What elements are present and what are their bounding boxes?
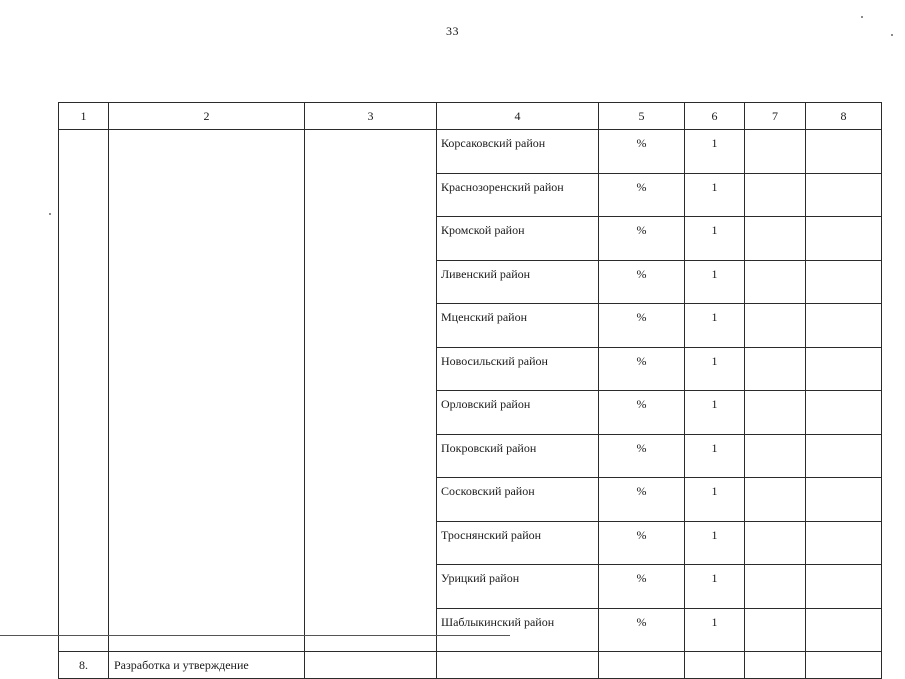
empty-cell-col-7 xyxy=(745,565,806,609)
empty-cell-col-7 xyxy=(745,217,806,261)
merged-cell-col-2 xyxy=(109,130,305,652)
header-cell-1: 1 xyxy=(59,103,109,130)
empty-cell-col-7 xyxy=(745,130,806,174)
empty-cell-col-8 xyxy=(806,173,882,217)
empty-cell-col-5 xyxy=(599,652,685,679)
unit-cell: % xyxy=(599,565,685,609)
value-cell: 1 xyxy=(685,391,745,435)
empty-cell-col-7 xyxy=(745,173,806,217)
header-row xyxy=(59,103,882,130)
empty-cell-col-8 xyxy=(806,130,882,174)
header-cell-8: 8 xyxy=(806,103,882,130)
empty-cell-col-8 xyxy=(806,260,882,304)
empty-cell-col-8 xyxy=(806,478,882,522)
empty-cell-col-4 xyxy=(437,652,599,679)
empty-cell-col-7 xyxy=(745,304,806,348)
empty-cell-col-7 xyxy=(745,521,806,565)
value-cell: 1 xyxy=(685,521,745,565)
empty-cell-col-7 xyxy=(745,608,806,652)
unit-cell: % xyxy=(599,391,685,435)
item-number: 8. xyxy=(59,652,109,679)
empty-cell-col-8 xyxy=(806,565,882,609)
district-name: Шаблыкинский район xyxy=(437,608,599,652)
empty-cell-col-7 xyxy=(745,652,806,679)
header-cell-4: 4 xyxy=(437,103,599,130)
empty-cell-col-7 xyxy=(745,347,806,391)
unit-cell: % xyxy=(599,173,685,217)
empty-cell-col-8 xyxy=(806,347,882,391)
scan-speck xyxy=(49,213,51,215)
merged-cell-col-1 xyxy=(59,130,109,652)
empty-cell-col-7 xyxy=(745,434,806,478)
unit-cell: % xyxy=(599,347,685,391)
table-row xyxy=(59,130,882,174)
empty-cell-col-8 xyxy=(806,434,882,478)
value-cell: 1 xyxy=(685,478,745,522)
district-name: Орловский район xyxy=(437,391,599,435)
empty-cell-col-7 xyxy=(745,260,806,304)
header-cell-7: 7 xyxy=(745,103,806,130)
indicator-table xyxy=(58,102,882,679)
empty-cell-col-7 xyxy=(745,478,806,522)
value-cell: 1 xyxy=(685,565,745,609)
empty-cell-col-3 xyxy=(305,652,437,679)
unit-cell: % xyxy=(599,130,685,174)
merged-cell-col-3 xyxy=(305,130,437,652)
value-cell: 1 xyxy=(685,608,745,652)
unit-cell: % xyxy=(599,217,685,261)
unit-cell: % xyxy=(599,434,685,478)
value-cell: 1 xyxy=(685,217,745,261)
district-name: Новосильский район xyxy=(437,347,599,391)
district-name: Ливенский район xyxy=(437,260,599,304)
header-cell-6: 6 xyxy=(685,103,745,130)
unit-cell: % xyxy=(599,608,685,652)
district-name: Корсаковский район xyxy=(437,130,599,174)
district-name: Краснозоренский район xyxy=(437,173,599,217)
value-cell: 1 xyxy=(685,260,745,304)
value-cell: 1 xyxy=(685,434,745,478)
empty-cell-col-7 xyxy=(745,391,806,435)
empty-cell-col-8 xyxy=(806,391,882,435)
item-name: Разработка и утверждение xyxy=(109,652,305,679)
footer-divider xyxy=(0,635,510,636)
empty-cell-col-8 xyxy=(806,304,882,348)
header-cell-2: 2 xyxy=(109,103,305,130)
empty-cell-col-6 xyxy=(685,652,745,679)
empty-cell-col-8 xyxy=(806,217,882,261)
value-cell: 1 xyxy=(685,304,745,348)
unit-cell: % xyxy=(599,478,685,522)
district-name: Мценский район xyxy=(437,304,599,348)
value-cell: 1 xyxy=(685,347,745,391)
value-cell: 1 xyxy=(685,130,745,174)
district-name: Сосковский район xyxy=(437,478,599,522)
district-name: Покровский район xyxy=(437,434,599,478)
table-row-item-8 xyxy=(59,652,882,679)
unit-cell: % xyxy=(599,304,685,348)
header-cell-3: 3 xyxy=(305,103,437,130)
empty-cell-col-8 xyxy=(806,608,882,652)
district-name: Урицкий район xyxy=(437,565,599,609)
scan-speck xyxy=(861,16,863,18)
empty-cell-col-8 xyxy=(806,652,882,679)
district-name: Кромской район xyxy=(437,217,599,261)
scan-speck xyxy=(891,34,893,36)
district-name: Троснянский район xyxy=(437,521,599,565)
page-number: 33 xyxy=(446,24,459,38)
header-cell-5: 5 xyxy=(599,103,685,130)
value-cell: 1 xyxy=(685,173,745,217)
empty-cell-col-8 xyxy=(806,521,882,565)
unit-cell: % xyxy=(599,260,685,304)
unit-cell: % xyxy=(599,521,685,565)
